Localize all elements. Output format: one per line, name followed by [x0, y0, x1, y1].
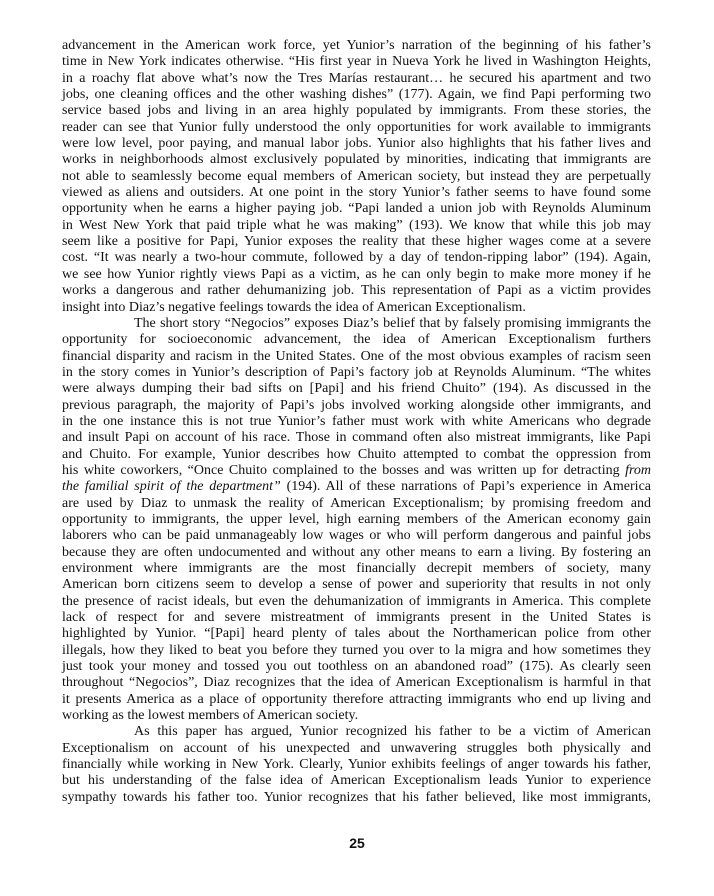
text-line: jobs, one cleaning offices and the other washing dishes” (177). Again, we find Papi performing two — [62, 87, 651, 103]
text-line: and insult Papi on account of his race. Those in command often also mistreat immigrants, like Papi — [62, 430, 651, 446]
text-line: financial disparity and racism in the United States. One of the most obvious examples of racism seen — [62, 348, 651, 364]
text-line: Exceptionalism on account of his unexpected and unwavering struggles both physically and — [62, 740, 651, 756]
text-line: works a dangerous and rather dehumanizing job. This representation of Papi as a victim provides — [62, 283, 651, 299]
text-line — [62, 479, 651, 495]
italic-quote: from — [625, 462, 651, 478]
text-line: advancement in the American work force, yet Yunior’s narration of the beginning of his father’s — [62, 38, 651, 53]
text-line: opportunity for socioeconomic advancement, the idea of American Exceptionalism furthers — [62, 332, 651, 348]
text-line: sympathy towards his father too. Yunior recognizes that his father believed, like most immigrants, — [62, 789, 651, 805]
document-page-body — [62, 38, 651, 806]
text-line: service based jobs and living in an area highly populated by immigrants. From these stories, the — [62, 103, 651, 119]
text-line: just took your money and tossed you out toothless on an abandoned road” (175). As clearly seen — [62, 659, 651, 675]
text-line: in West New York that paid triple what he was making” (193). We know that while this job may — [62, 217, 651, 233]
text-line: in the story comes in Yunior’s description of Papi’s factory job at Reynolds Aluminum. “The whites — [62, 364, 651, 380]
text-line: As this paper has argued, Yunior recognized his father to be a victim of American — [134, 724, 651, 740]
paragraph — [62, 38, 651, 316]
text-line: cost. “It was nearly a two-hour commute, followed by a day of tendon-ripping labor” (194). Again, — [62, 250, 651, 266]
text-line: time in New York indicates otherwise. “His first year in Nueva York he lived in Washington Heights, — [62, 54, 651, 70]
text-line: illegals, how they liked to beat you before they turned you over to la migra and how sometimes they — [62, 642, 651, 658]
text-line: American born citizens seem to develop a sense of power and superiority that results in not only — [62, 577, 651, 593]
text-line: seem like a positive for Papi, Yunior exposes the reality that these higher wages come at a severe — [62, 234, 651, 250]
text-line: because they are often undocumented and without any other means to earn a living. By fostering an — [62, 544, 651, 560]
text-line: were low level, poor paying, and manual labor jobs. Yunior also highlights that his father lives and — [62, 136, 651, 152]
text-line: The short story “Negocios” exposes Diaz’s belief that by falsely promising immigrants the — [134, 315, 651, 331]
text-line: and Chuito. For example, Yunior describes how Chuito attempted to combat the oppression from — [62, 446, 651, 462]
text-segment: his white coworkers, “Once Chuito complained to the bosses and was written up for detracting — [62, 462, 626, 478]
text-line: it presents America as a place of opportunity therefore attracting immigrants who end up living and — [62, 691, 651, 707]
text-line: laborers who can be paid unmanageably low wages or who will perform dangerous and painful jobs — [62, 528, 651, 544]
text-line: lack of respect for and severe mistreatment of immigrants present in the United States is — [62, 610, 651, 626]
text-line: opportunity when he earns a higher paying job. “Papi landed a union job with Reynolds Aluminum — [62, 201, 651, 217]
text-line: but his understanding of the false idea of American Exceptionalism leads Yunior to experience — [62, 773, 651, 789]
text-line: throughout “Negocios”, Diaz recognizes that the idea of American Exceptionalism is harmful in that — [62, 675, 651, 691]
page-number: 25 — [349, 835, 365, 851]
text-line: in the one instance this is not true Yunior’s father must work with white Americans who degrade — [62, 413, 651, 429]
italic-quote: the familial spirit of the department” — [62, 479, 281, 495]
text-line: highlighted by Yunior. “[Papi] heard plenty of tales about the Northamerican police from other — [62, 626, 651, 642]
text-line: in a roachy flat above what’s now the Tres Marías restaurant… he secured his apartment and two — [62, 70, 651, 86]
text-line: the presence of racist ideals, but even the dehumanization of immigrants in America. This complete — [62, 593, 651, 609]
paragraph — [62, 316, 651, 725]
text-line: were always dumping their bad sifts on [Papi] and his friend Chuito” (194). As discussed in the — [62, 381, 651, 397]
text-line: we see how Yunior rightly views Papi as a victim, as he can only begin to make more money if he — [62, 266, 651, 282]
text-segment: (194). All of these narrations of Papi’s experience in America — [280, 479, 651, 495]
text-line: viewed as aliens and outsiders. At one point in the story Yunior’s father seems to have found some — [62, 185, 651, 201]
text-line: opportunity to immigrants, the upper level, high earning members of the American economy gain — [62, 511, 651, 527]
text-line: reader can see that Yunior fully understood the only opportunities for work available to immigrants — [62, 119, 651, 135]
text-line: working as the lowest members of American society. — [62, 708, 359, 724]
text-line: previous paragraph, the majority of Papi’s jobs involved working alongside other immigrants, and — [62, 397, 651, 413]
text-line: financially while working in New York. Clearly, Yunior exhibits feelings of anger towards his father, — [62, 757, 651, 773]
paragraph — [62, 724, 651, 806]
text-line: works in neighborhoods almost exclusively populated by minorities, indicating that immigrants are — [62, 152, 651, 168]
text-line: insight into Diaz’s negative feelings towards the idea of American Exceptionalism. — [62, 299, 526, 315]
text-line: environment where immigrants are the most financially decrepit members of society, many — [62, 561, 651, 576]
text-line — [62, 463, 651, 479]
text-line: are used by Diaz to unmask the reality of American Exceptionalism; by promising freedom and — [62, 495, 651, 511]
text-line: not able to seamlessly become equal members of American society, but instead they are perpetually — [62, 168, 651, 184]
